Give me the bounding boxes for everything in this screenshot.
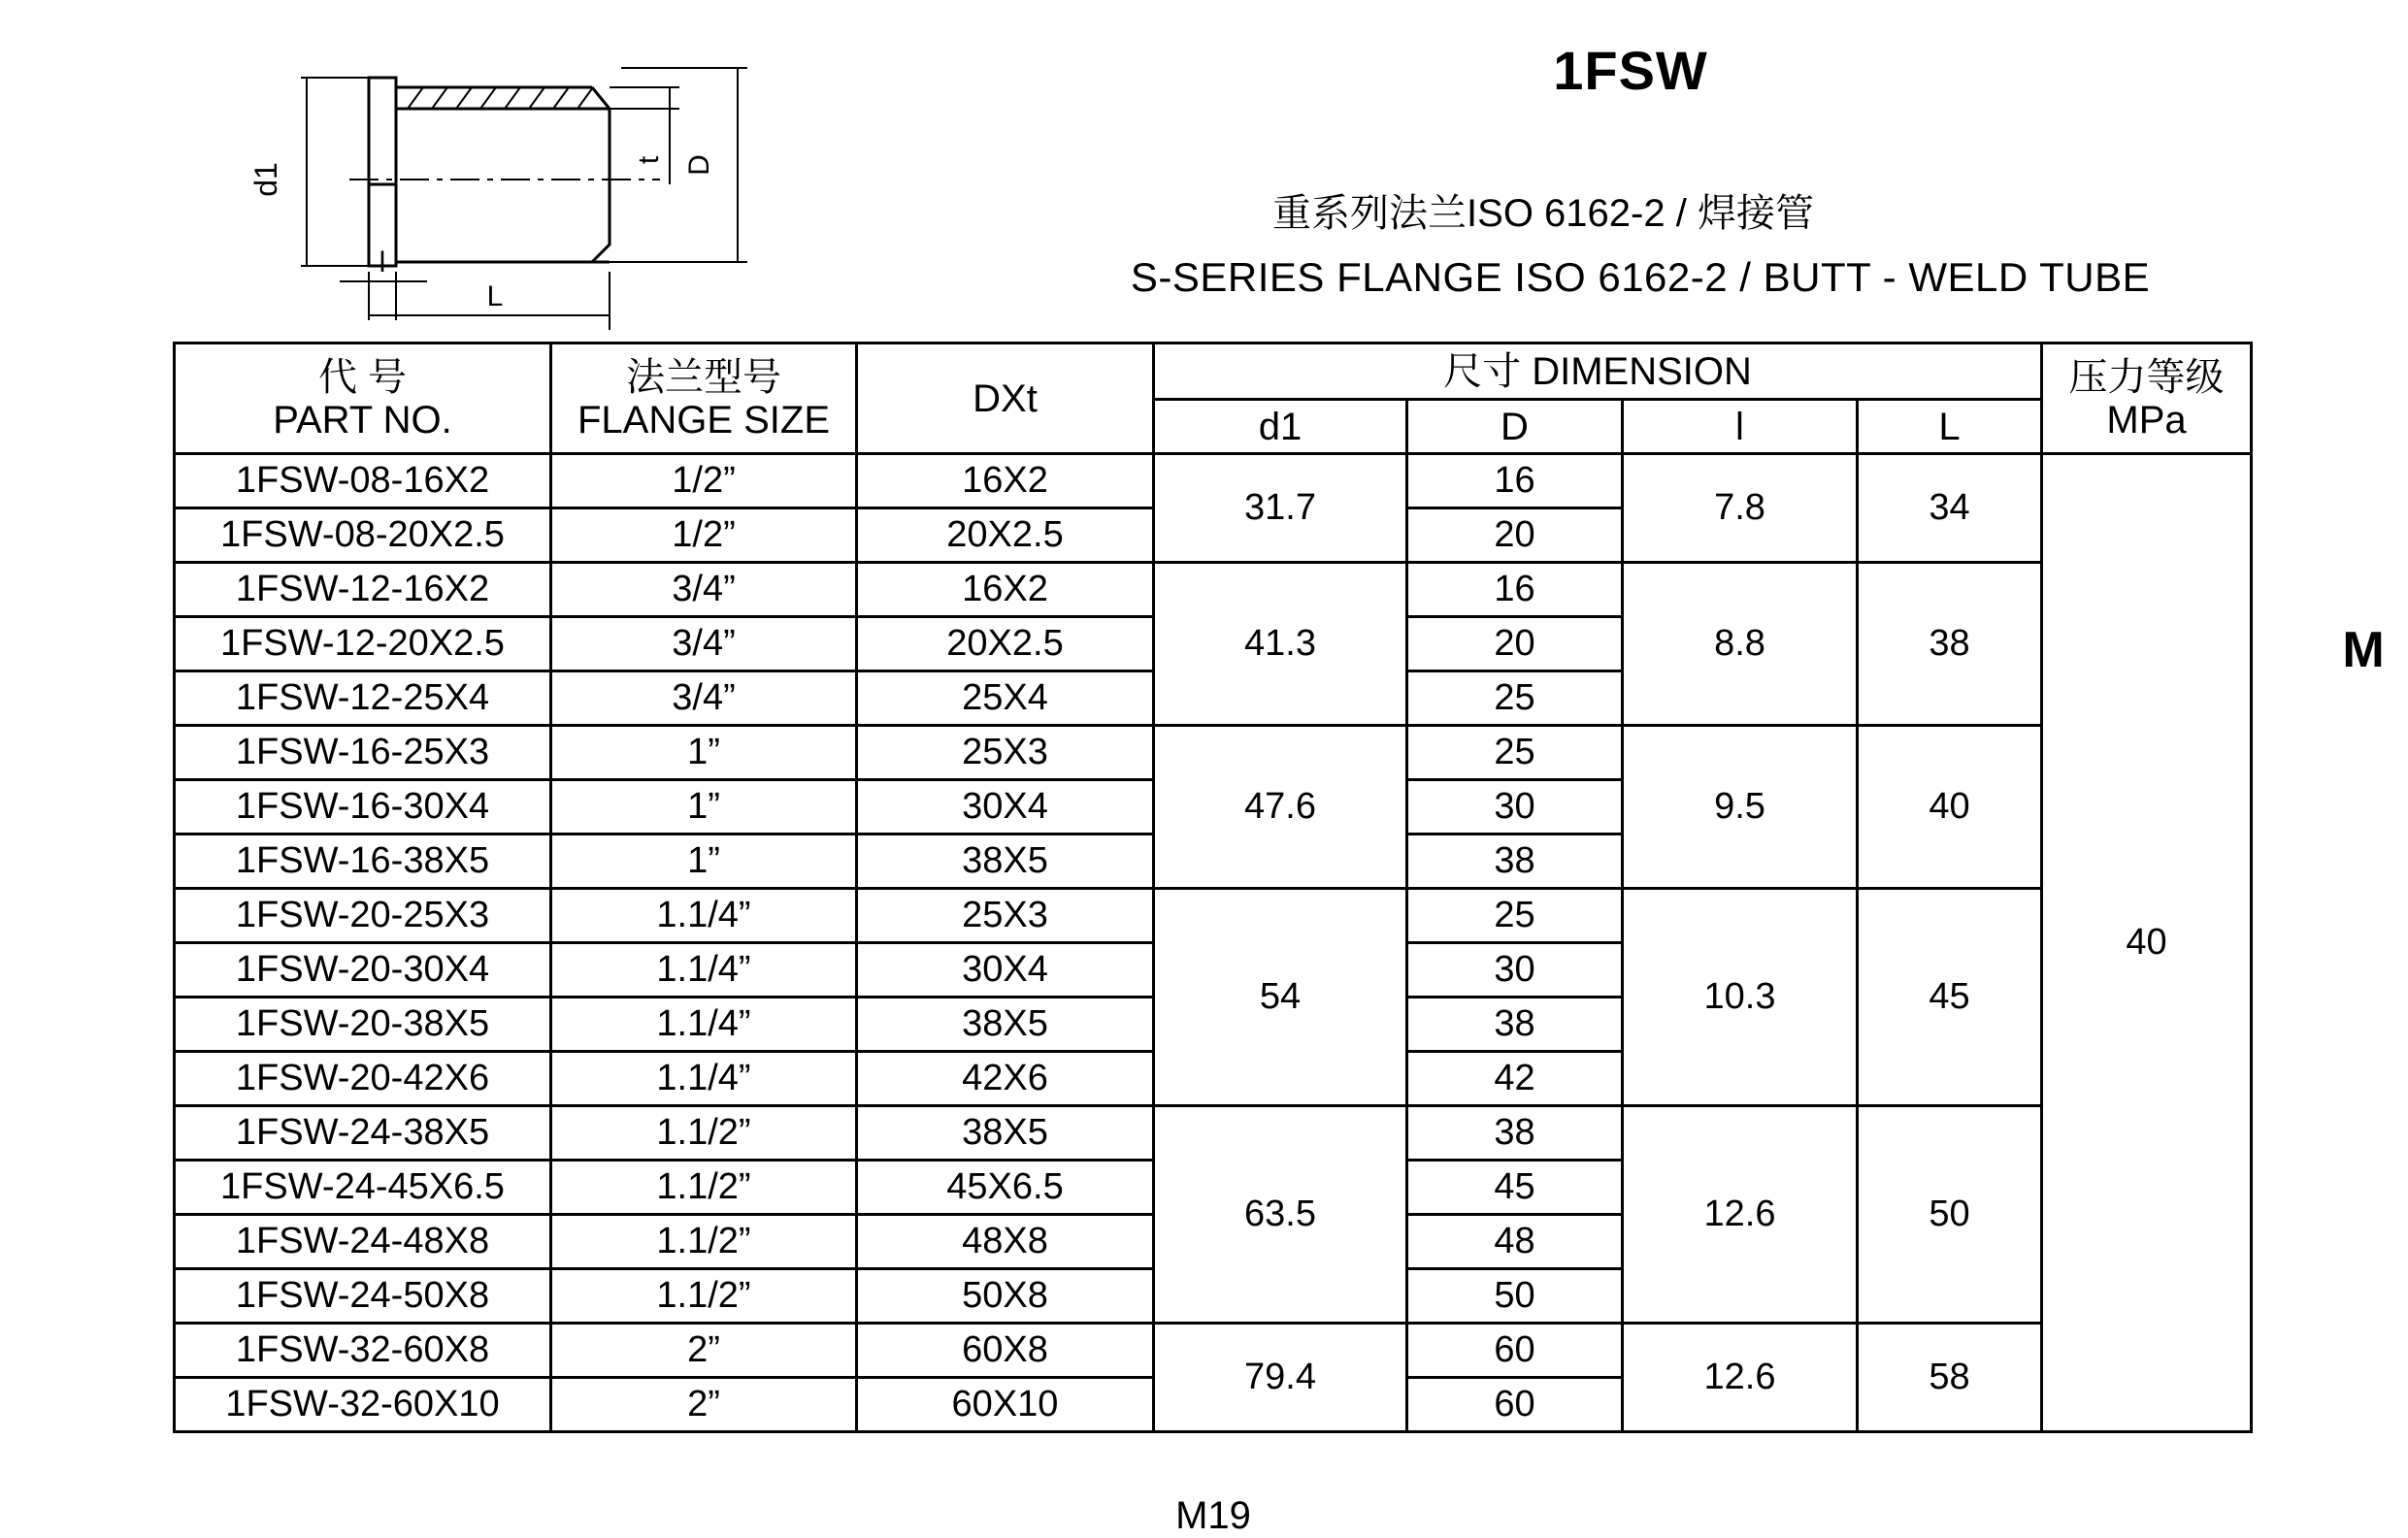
cell-D: 60: [1407, 1324, 1623, 1378]
cell-flange-size: 1.1/4”: [551, 998, 857, 1052]
cell-L: 40: [1858, 726, 2042, 889]
header-pressure-cn: 压力等级: [2068, 355, 2225, 399]
cell-d1: 31.7: [1154, 454, 1407, 563]
diagram-label-d1: d1: [248, 162, 283, 197]
cell-flange-size: 3/4”: [551, 617, 857, 671]
cell-dxt: 20X2.5: [857, 617, 1154, 671]
cell-part-no: 1FSW-12-25X4: [175, 671, 551, 726]
table-row: [175, 563, 2252, 617]
cell-flange-size: 2”: [551, 1378, 857, 1432]
cell-dxt: 25X3: [857, 889, 1154, 943]
cell-part-no: 1FSW-24-50X8: [175, 1269, 551, 1324]
cell-D: 30: [1407, 943, 1623, 998]
header-flange-en: FLANGE SIZE: [577, 398, 831, 442]
cell-part-no: 1FSW-16-38X5: [175, 834, 551, 889]
cell-d1: 79.4: [1154, 1324, 1407, 1432]
header-flange-size: [551, 344, 857, 454]
cell-part-no: 1FSW-16-30X4: [175, 780, 551, 834]
cell-D: 45: [1407, 1161, 1623, 1215]
cell-D: 38: [1407, 998, 1623, 1052]
header-D: D: [1407, 400, 1623, 454]
cell-D: 60: [1407, 1378, 1623, 1432]
cell-part-no: 1FSW-32-60X8: [175, 1324, 551, 1378]
cell-flange-size: 1/2”: [551, 508, 857, 563]
page-number: M19: [1175, 1494, 1251, 1537]
cell-D: 25: [1407, 889, 1623, 943]
cell-dxt: 30X4: [857, 943, 1154, 998]
cell-dxt: 60X8: [857, 1324, 1154, 1378]
page-title: 1FSW: [1553, 40, 1708, 101]
cell-part-no: 1FSW-08-16X2: [175, 454, 551, 508]
cell-d1: 63.5: [1154, 1106, 1407, 1324]
cell-part-no: 1FSW-20-30X4: [175, 943, 551, 998]
spec-table: [173, 342, 2253, 1433]
cell-D: 16: [1407, 563, 1623, 617]
diagram-label-l: l: [379, 246, 386, 278]
cell-dxt: 25X4: [857, 671, 1154, 726]
cell-flange-size: 2”: [551, 1324, 857, 1378]
cell-L: 50: [1858, 1106, 2042, 1324]
cell-D: 30: [1407, 780, 1623, 834]
header-L: L: [1858, 400, 2042, 454]
cell-flange-size: 1”: [551, 726, 857, 780]
cell-flange-size: 1”: [551, 834, 857, 889]
cell-flange-size: 3/4”: [551, 671, 857, 726]
cell-dxt: 16X2: [857, 454, 1154, 508]
header-d1: d1: [1154, 400, 1407, 454]
cell-D: 20: [1407, 508, 1623, 563]
header-part-no-en: PART NO.: [273, 398, 452, 442]
cell-part-no: 1FSW-20-38X5: [175, 998, 551, 1052]
cell-D: 38: [1407, 834, 1623, 889]
cell-flange-size: 3/4”: [551, 563, 857, 617]
cell-dxt: 25X3: [857, 726, 1154, 780]
weld-tube-diagram: [248, 39, 776, 340]
cell-part-no: 1FSW-20-42X6: [175, 1052, 551, 1106]
cell-part-no: 1FSW-12-16X2: [175, 563, 551, 617]
cell-D: 42: [1407, 1052, 1623, 1106]
cell-flange-size: 1.1/4”: [551, 943, 857, 998]
cell-flange-size: 1.1/2”: [551, 1269, 857, 1324]
subtitle-chinese: 重系列法兰ISO 6162-2 / 焊接管: [1272, 192, 1814, 235]
cell-dxt: 50X8: [857, 1269, 1154, 1324]
cell-part-no: 1FSW-24-45X6.5: [175, 1161, 551, 1215]
cell-D: 25: [1407, 726, 1623, 780]
cell-dxt: 38X5: [857, 834, 1154, 889]
cell-part-no: 1FSW-16-25X3: [175, 726, 551, 780]
cell-l: 12.6: [1623, 1106, 1858, 1324]
table-row: [175, 1106, 2252, 1161]
cell-dxt: 45X6.5: [857, 1161, 1154, 1215]
cell-dxt: 48X8: [857, 1215, 1154, 1269]
spec-table-body: [175, 454, 2252, 1432]
cell-flange-size: 1/2”: [551, 454, 857, 508]
cell-l: 9.5: [1623, 726, 1858, 889]
cell-flange-size: 1”: [551, 780, 857, 834]
cell-D: 48: [1407, 1215, 1623, 1269]
cell-l: 12.6: [1623, 1324, 1858, 1432]
cell-l: 7.8: [1623, 454, 1858, 563]
cell-flange-size: 1.1/2”: [551, 1161, 857, 1215]
cell-dxt: 42X6: [857, 1052, 1154, 1106]
cell-part-no: 1FSW-12-20X2.5: [175, 617, 551, 671]
cell-part-no: 1FSW-24-38X5: [175, 1106, 551, 1161]
cell-dxt: 20X2.5: [857, 508, 1154, 563]
cell-dxt: 30X4: [857, 780, 1154, 834]
header-part-no: [175, 344, 551, 454]
table-row: [175, 889, 2252, 943]
cell-flange-size: 1.1/4”: [551, 1052, 857, 1106]
weld-tube-drawing: [349, 78, 660, 266]
cell-flange-size: 1.1/4”: [551, 889, 857, 943]
cell-D: 25: [1407, 671, 1623, 726]
header-dimension: 尺寸 DIMENSION: [1154, 344, 2042, 400]
cell-flange-size: 1.1/2”: [551, 1106, 857, 1161]
cell-dxt: 16X2: [857, 563, 1154, 617]
cell-d1: 54: [1154, 889, 1407, 1106]
table-row: [175, 1324, 2252, 1378]
cell-dxt: 60X10: [857, 1378, 1154, 1432]
cell-flange-size: 1.1/2”: [551, 1215, 857, 1269]
header-dxt: DXt: [857, 344, 1154, 454]
diagram-label-t: t: [633, 155, 665, 165]
cell-l: 10.3: [1623, 889, 1858, 1106]
cell-d1: 41.3: [1154, 563, 1407, 726]
cell-l: 8.8: [1623, 563, 1858, 726]
header-flange-cn: 法兰型号: [626, 355, 781, 399]
cell-d1: 47.6: [1154, 726, 1407, 889]
header-pressure: [2042, 344, 2252, 454]
diagram-label-D: D: [683, 154, 715, 176]
section-mark: M: [2342, 622, 2385, 678]
subtitle-english: S-SERIES FLANGE ISO 6162-2 / BUTT - WELD TUBE: [1130, 254, 2151, 300]
table-row: [175, 454, 2252, 508]
cell-part-no: 1FSW-32-60X10: [175, 1378, 551, 1432]
cell-L: 38: [1858, 563, 2042, 726]
cell-D: 38: [1407, 1106, 1623, 1161]
cell-L: 34: [1858, 454, 2042, 563]
cell-part-no: 1FSW-08-20X2.5: [175, 508, 551, 563]
cell-D: 16: [1407, 454, 1623, 508]
cell-dxt: 38X5: [857, 998, 1154, 1052]
header-pressure-en: MPa: [2106, 398, 2187, 442]
cell-pressure: 40: [2042, 454, 2252, 1432]
diagram-label-L: L: [486, 280, 504, 312]
cell-part-no: 1FSW-20-25X3: [175, 889, 551, 943]
table-row: [175, 726, 2252, 780]
cell-D: 50: [1407, 1269, 1623, 1324]
cell-part-no: 1FSW-24-48X8: [175, 1215, 551, 1269]
cell-D: 20: [1407, 617, 1623, 671]
header-l: l: [1623, 400, 1858, 454]
header-part-no-cn: 代 号: [317, 355, 408, 399]
cell-L: 45: [1858, 889, 2042, 1106]
cell-L: 58: [1858, 1324, 2042, 1432]
cell-dxt: 38X5: [857, 1106, 1154, 1161]
